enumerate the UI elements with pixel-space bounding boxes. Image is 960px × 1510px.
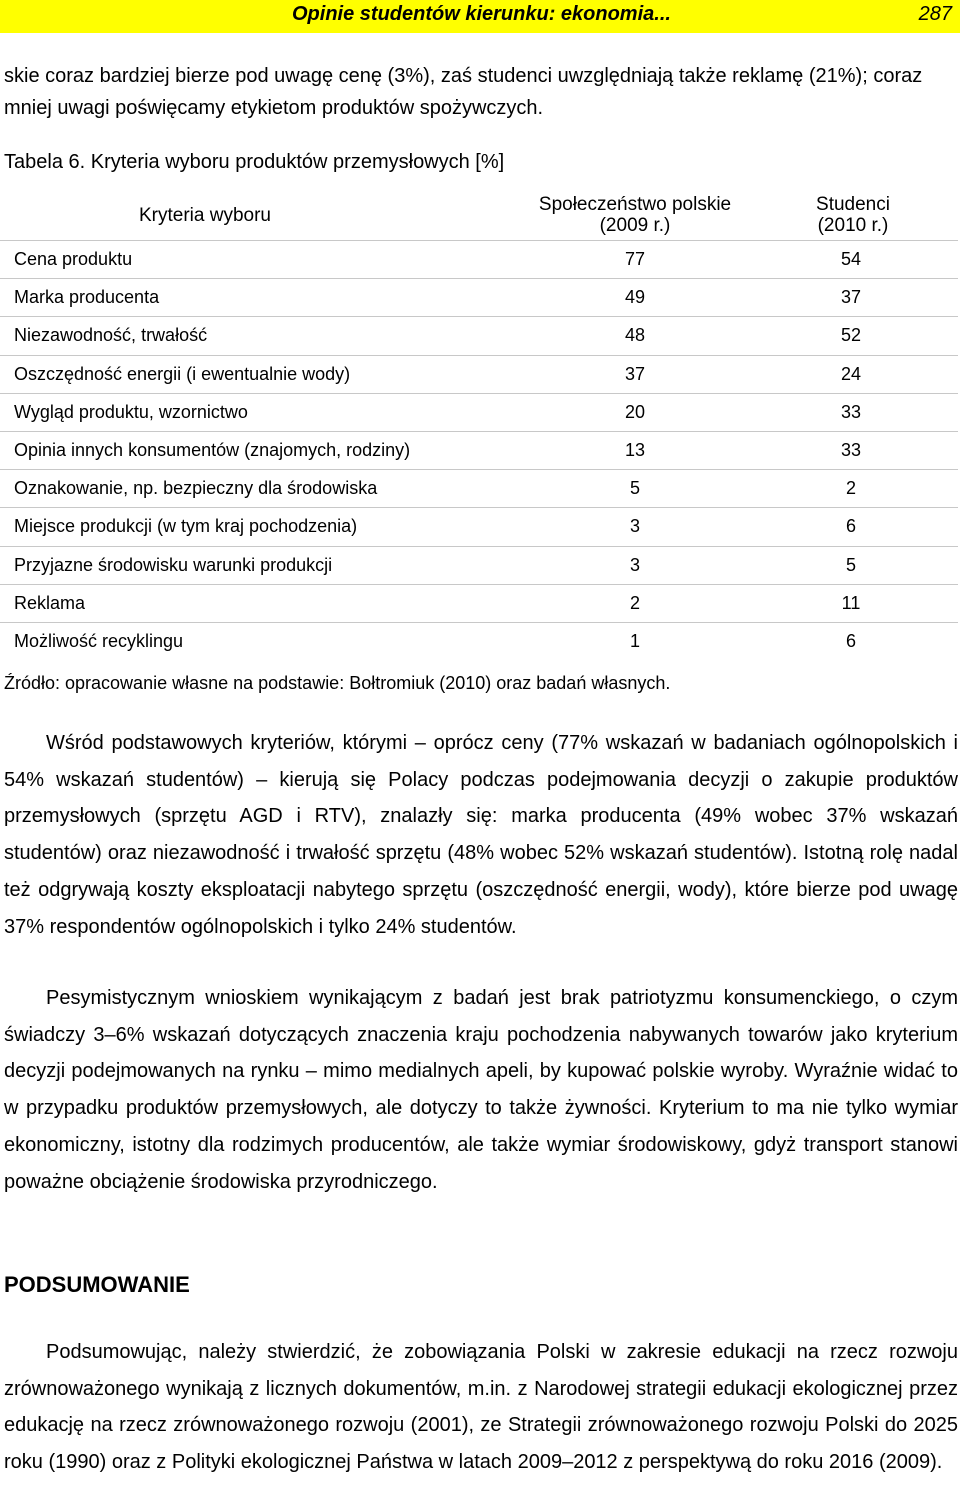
table-row — [0, 279, 958, 317]
students-2010-cell: 24 — [740, 355, 958, 393]
running-header — [0, 0, 960, 33]
running-title: Opinie studentów kierunku: ekonomia... — [292, 3, 671, 25]
table-row — [0, 355, 958, 393]
table-row — [0, 241, 958, 279]
header-students-2010 — [740, 190, 958, 241]
society-2009-cell: 20 — [530, 393, 740, 431]
criterion-cell: Oszczędność energii (i ewentualnie wody) — [0, 355, 530, 393]
header-criterion-label: Kryteria wyboru — [139, 204, 271, 226]
header-society-line1: Społeczeństwo polskie — [538, 194, 732, 215]
criterion-cell: Przyjazne środowisku warunki produkcji — [0, 546, 530, 584]
criterion-cell: Wygląd produktu, wzornictwo — [0, 393, 530, 431]
society-2009-cell: 37 — [530, 355, 740, 393]
students-2010-cell: 37 — [740, 279, 958, 317]
body-paragraph-summary: Podsumowując, należy stwierdzić, że zobowiązania Polski w zakresie edukacji na rzecz rozwoju zrównoważonego wynikają z licznych dokumentów, m.in. z Narodowej strategii edukacji ekologicznej przez edukację na rzecz zrównoważonego rozwoju (2001), ze Strategii zrównoważonego rozwoju Polski do 2025 roku (1990) oraz z Polityki ekologicznej Państwa w latach 2009–2012 z perspektywą do roku 2016 (2009). — [4, 1341, 958, 1474]
body-paragraph-patriotism: Pesymistycznym wnioskiem wynikającym z badań jest brak patriotyzmu konsumenckiego, o czym świadczy 3–6% wskazań dotyczących znaczenia kraju pochodzenia nabywanych towarów jako kryterium decyzji podejmowanych na rynku – mimo medialnych apeli, by kupować polskie wyroby. Wyraźnie widać to w przypadku produktów przemysłowych, ale dotyczy to także żywności. Kryterium to ma nie tylko wymiar ekonomiczny, istotny dla rodzimych producentów, ale także wymiar środowiskowy, gdyż transport stanowi poważne obciążenie środowiska przyrodniczego. — [4, 987, 958, 1193]
body-paragraph-criteria: Wśród podstawowych kryteriów, którymi – oprócz ceny (77% wskazań w badaniach ogólnopolskich i 54% wskazań studentów) – kierują się Polacy podczas podejmowania decyzji o zakupie produktów przemysłowych (sprzętu AGD i RTV), znalazły się: marka producenta (49% wobec 37% wskazań studentów) oraz niezawodność i trwałość sprzętu (48% wobec 52% wskazań studentów). Istotną rolę nadal też odgrywają koszty eksploatacji nabytego sprzętu (oszczędność energii, wody), które bierze pod uwagę 37% respondentów ogólnopolskich i tylko 24% studentów. — [4, 732, 958, 938]
header-society-line2: (2009 r.) — [599, 215, 671, 236]
table-row — [0, 317, 958, 355]
criterion-cell: Możliwość recyklingu — [0, 622, 530, 660]
table-row — [0, 546, 958, 584]
society-2009-cell: 49 — [530, 279, 740, 317]
students-2010-cell: 6 — [740, 508, 958, 546]
table-caption: Tabela 6. Kryteria wyboru produktów przemysłowych [%] — [4, 151, 505, 173]
table-row — [0, 431, 958, 469]
table-source-note: Źródło: opracowanie własne na podstawie: Bołtromiuk (2010) oraz badań własnych. — [4, 673, 671, 693]
table-row — [0, 622, 958, 660]
table-row — [0, 508, 958, 546]
society-2009-cell: 3 — [530, 508, 740, 546]
criterion-cell: Cena produktu — [0, 241, 530, 279]
society-2009-cell: 77 — [530, 241, 740, 279]
header-society-2009 — [530, 190, 740, 241]
intro-paragraph: skie coraz bardziej bierze pod uwagę cenę (3%), zaś studenci uwzględniają także reklamę (21%); coraz mniej uwagi poświęcamy etykietom produktów spożywczych. — [4, 65, 923, 119]
criteria-table — [0, 190, 958, 660]
header-students-line2: (2010 r.) — [817, 215, 889, 236]
society-2009-cell: 3 — [530, 546, 740, 584]
page-number: 287 — [918, 3, 952, 25]
students-2010-cell: 54 — [740, 241, 958, 279]
students-2010-cell: 6 — [740, 622, 958, 660]
table-header-row — [0, 190, 958, 241]
table-body — [0, 241, 958, 661]
criterion-cell: Opinia innych konsumentów (znajomych, rodziny) — [0, 431, 530, 469]
criterion-cell: Reklama — [0, 584, 530, 622]
students-2010-cell: 33 — [740, 393, 958, 431]
table-row — [0, 393, 958, 431]
table-row — [0, 584, 958, 622]
society-2009-cell: 5 — [530, 470, 740, 508]
criterion-cell: Marka producenta — [0, 279, 530, 317]
society-2009-cell: 1 — [530, 622, 740, 660]
society-2009-cell: 48 — [530, 317, 740, 355]
table-row — [0, 470, 958, 508]
students-2010-cell: 33 — [740, 431, 958, 469]
society-2009-cell: 2 — [530, 584, 740, 622]
criterion-cell: Miejsce produkcji (w tym kraj pochodzenia) — [0, 508, 530, 546]
criterion-cell: Niezawodność, trwałość — [0, 317, 530, 355]
society-2009-cell: 13 — [530, 431, 740, 469]
header-students-line1: Studenci — [816, 194, 890, 215]
header-criterion — [0, 190, 530, 241]
students-2010-cell: 5 — [740, 546, 958, 584]
section-heading-summary: PODSUMOWANIE — [4, 1272, 190, 1297]
students-2010-cell: 52 — [740, 317, 958, 355]
students-2010-cell: 11 — [740, 584, 958, 622]
students-2010-cell: 2 — [740, 470, 958, 508]
criterion-cell: Oznakowanie, np. bezpieczny dla środowiska — [0, 470, 530, 508]
